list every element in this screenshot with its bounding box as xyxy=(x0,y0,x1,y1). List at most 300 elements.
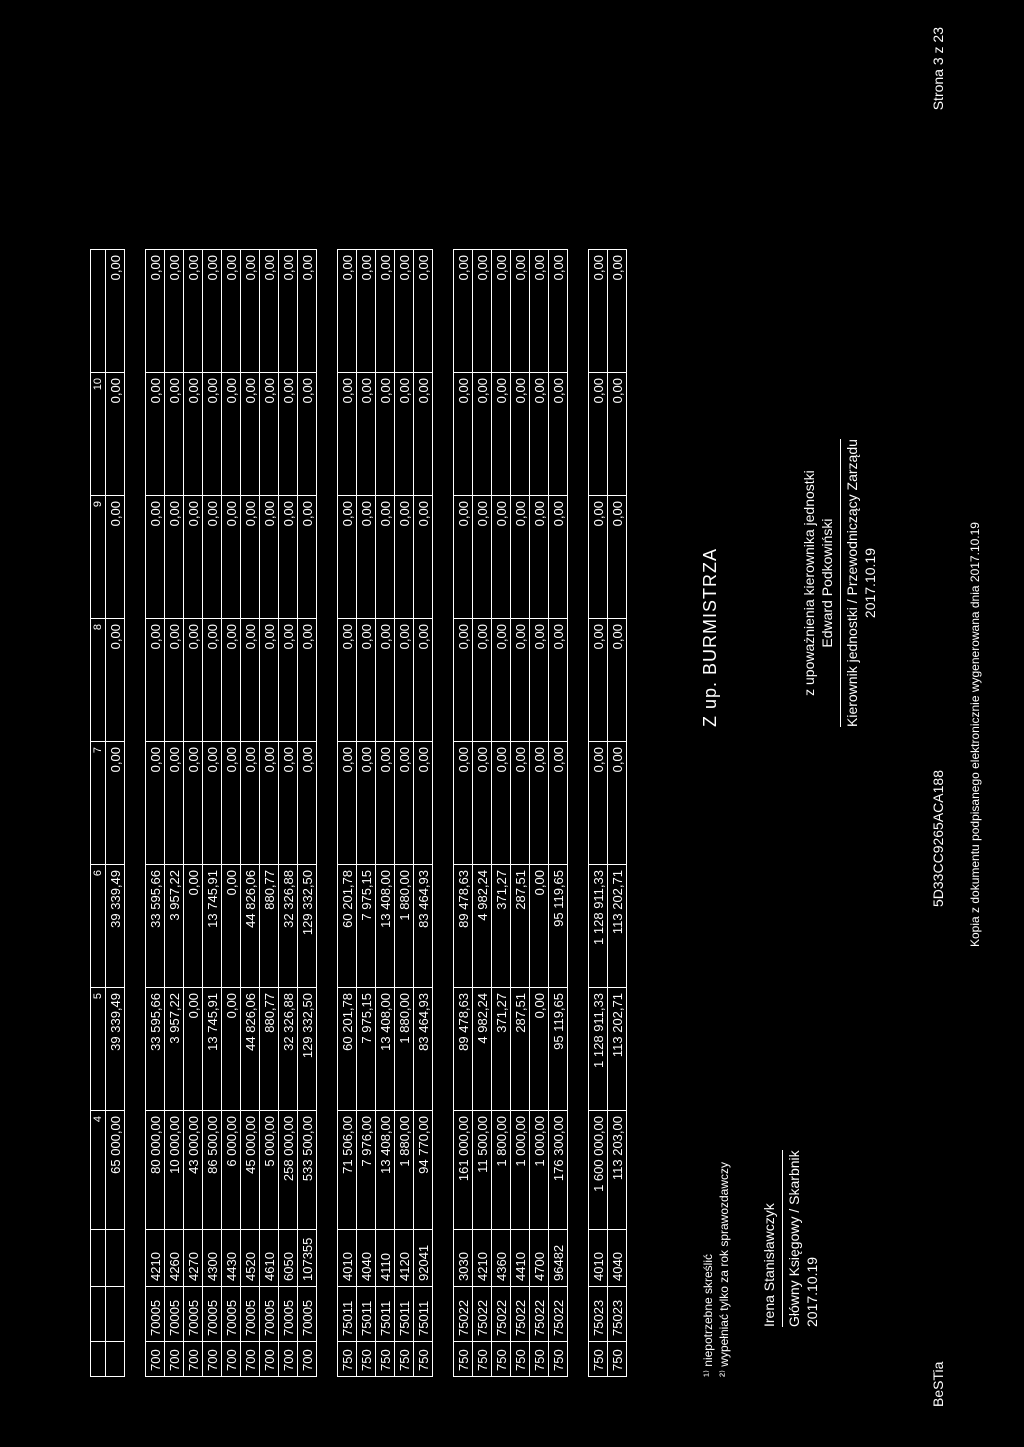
table-cell: 0,00 xyxy=(165,373,184,496)
table-cell: 0,00 xyxy=(473,619,492,742)
table-row xyxy=(338,250,357,1377)
table-cell: 39 339,49 xyxy=(106,865,125,988)
table-cell xyxy=(91,1342,106,1377)
table-cell: 5 000,00 xyxy=(260,1111,279,1230)
table-cell: 0,00 xyxy=(165,250,184,373)
table-cell: 750 xyxy=(473,1342,492,1377)
table-cell: 0,00 xyxy=(222,250,241,373)
table-cell: 3030 xyxy=(454,1230,473,1287)
table-cell: 750 xyxy=(338,1342,357,1377)
table-cell: 750 xyxy=(549,1342,568,1377)
head-date: 2017.10.19 xyxy=(862,548,878,619)
table-cell: 13 745,91 xyxy=(203,865,222,988)
table-cell: 1 128 911,33 xyxy=(589,988,608,1111)
table-row xyxy=(165,250,184,1377)
table-cell: 0,00 xyxy=(454,496,473,619)
head-role: Kierownik jednostki / Przewodniczący Zarządu xyxy=(840,439,861,727)
table-cell: 7 975,15 xyxy=(357,988,376,1111)
table-cell: 0,00 xyxy=(357,496,376,619)
footnotes xyxy=(700,1162,732,1377)
table-cell: 0,00 xyxy=(357,742,376,865)
table-row xyxy=(279,250,298,1377)
table-cell: 4 982,24 xyxy=(473,988,492,1111)
table-cell: 880,77 xyxy=(260,988,279,1111)
table-row xyxy=(549,250,568,1377)
table-cell: 9 xyxy=(91,496,106,619)
table-cell: 0,00 xyxy=(165,742,184,865)
document-hash: 5D33CC9265ACA188 xyxy=(930,770,946,907)
table-cell: 700 xyxy=(165,1342,184,1377)
table-cell: 4300 xyxy=(203,1230,222,1287)
expenditure-table xyxy=(90,249,627,1377)
table-cell: 880,77 xyxy=(260,865,279,988)
table-cell: 0,00 xyxy=(549,250,568,373)
table-cell: 700 xyxy=(184,1342,203,1377)
table-cell: 0,00 xyxy=(338,619,357,742)
table-cell: 0,00 xyxy=(589,373,608,496)
table-row xyxy=(203,250,222,1377)
table-cell: 0,00 xyxy=(589,250,608,373)
table-cell: 0,00 xyxy=(222,865,241,988)
table-cell: 0,00 xyxy=(106,250,125,373)
table-cell: 4520 xyxy=(241,1230,260,1287)
table-cell: 0,00 xyxy=(357,373,376,496)
table-cell: 0,00 xyxy=(146,619,165,742)
table-cell: 4210 xyxy=(473,1230,492,1287)
table-cell: 75023 xyxy=(608,1287,627,1342)
table-cell: 75011 xyxy=(338,1287,357,1342)
table-cell: 129 332,50 xyxy=(298,988,317,1111)
table-cell: 70005 xyxy=(203,1287,222,1342)
table-row xyxy=(298,250,317,1377)
table-cell: 0,00 xyxy=(222,496,241,619)
table-cell: 750 xyxy=(530,1342,549,1377)
table-cell: 0,00 xyxy=(357,250,376,373)
section-gap xyxy=(568,250,589,1377)
table-cell: 39 339,49 xyxy=(106,988,125,1111)
accountant-name: Irena Stanisławczyk xyxy=(761,1203,777,1327)
table-cell: 0,00 xyxy=(298,373,317,496)
table-cell: 750 xyxy=(395,1342,414,1377)
table-row xyxy=(376,250,395,1377)
table-cell: 75023 xyxy=(589,1287,608,1342)
table-cell: 7 976,00 xyxy=(357,1111,376,1230)
table-cell: 70005 xyxy=(298,1287,317,1342)
table-cell: 0,00 xyxy=(530,865,549,988)
table-cell: 5 xyxy=(91,988,106,1111)
table-cell: 0,00 xyxy=(492,250,511,373)
table-cell: 1 800,00 xyxy=(492,1111,511,1230)
mayor-stamp: Z up. BURMISTRZA xyxy=(700,547,720,727)
table-cell: 700 xyxy=(222,1342,241,1377)
table-cell: 0,00 xyxy=(473,250,492,373)
table-cell: 0,00 xyxy=(106,619,125,742)
table-cell: 70005 xyxy=(260,1287,279,1342)
table-cell: 75022 xyxy=(549,1287,568,1342)
table-row xyxy=(146,250,165,1377)
table-cell: 0,00 xyxy=(454,619,473,742)
table-row xyxy=(241,250,260,1377)
section-gap xyxy=(317,250,338,1377)
table-cell: 0,00 xyxy=(338,250,357,373)
table-cell: 0,00 xyxy=(106,742,125,865)
table-row xyxy=(106,250,125,1377)
table-cell: 86 500,00 xyxy=(203,1111,222,1230)
table-cell: 1 000,00 xyxy=(530,1111,549,1230)
table-cell: 95 119,65 xyxy=(549,988,568,1111)
table-cell: 89 478,63 xyxy=(454,865,473,988)
footnote-1: ¹⁾ niepotrzebne skreślić xyxy=(701,1254,715,1377)
table-cell: 33 595,66 xyxy=(146,988,165,1111)
table-cell: 0,00 xyxy=(203,250,222,373)
table-cell: 0,00 xyxy=(492,496,511,619)
table-cell: 750 xyxy=(357,1342,376,1377)
table-cell: 0,00 xyxy=(608,742,627,865)
table-cell: 0,00 xyxy=(222,619,241,742)
table-cell: 13 408,00 xyxy=(376,1111,395,1230)
table-cell: 4260 xyxy=(165,1230,184,1287)
table-row xyxy=(395,250,414,1377)
signature-head xyxy=(740,439,879,727)
table-cell xyxy=(91,1287,106,1342)
table-cell: 0,00 xyxy=(184,988,203,1111)
table-cell: 0,00 xyxy=(146,373,165,496)
table-cell: 0,00 xyxy=(395,742,414,865)
table-cell: 0,00 xyxy=(589,496,608,619)
table-cell: 3 957,22 xyxy=(165,988,184,1111)
table-row xyxy=(357,250,376,1377)
table-cell: 75022 xyxy=(530,1287,549,1342)
table-cell: 70005 xyxy=(165,1287,184,1342)
table-cell: 44 826,06 xyxy=(241,865,260,988)
table-cell: 0,00 xyxy=(298,496,317,619)
table-row xyxy=(608,250,627,1377)
table-row xyxy=(184,250,203,1377)
column-number-row xyxy=(91,250,106,1377)
table-cell: 113 202,71 xyxy=(608,988,627,1111)
table-cell: 0,00 xyxy=(146,496,165,619)
table-cell: 750 xyxy=(454,1342,473,1377)
table-cell: 0,00 xyxy=(279,742,298,865)
table-cell: 0,00 xyxy=(222,373,241,496)
table-cell: 0,00 xyxy=(241,742,260,865)
table-cell: 0,00 xyxy=(473,373,492,496)
table-cell: 0,00 xyxy=(279,496,298,619)
table-cell: 0,00 xyxy=(184,496,203,619)
table-cell: 0,00 xyxy=(260,619,279,742)
table-cell: 4360 xyxy=(492,1230,511,1287)
table-cell: 4040 xyxy=(357,1230,376,1287)
table-cell: 13 408,00 xyxy=(376,865,395,988)
section-gap xyxy=(125,250,146,1377)
table-cell: 0,00 xyxy=(184,742,203,865)
table-cell: 0,00 xyxy=(106,496,125,619)
table-cell: 4120 xyxy=(395,1230,414,1287)
table-cell: 0,00 xyxy=(376,250,395,373)
table-cell: 4 xyxy=(91,1111,106,1230)
table-cell: 0,00 xyxy=(184,250,203,373)
table-cell: 0,00 xyxy=(376,496,395,619)
table-cell: 0,00 xyxy=(146,742,165,865)
table-cell: 700 xyxy=(146,1342,165,1377)
table-cell: 4 982,24 xyxy=(473,865,492,988)
table-cell: 129 332,50 xyxy=(298,865,317,988)
table-cell: 0,00 xyxy=(260,373,279,496)
table-cell: 0,00 xyxy=(260,496,279,619)
table-cell: 0,00 xyxy=(279,619,298,742)
table-cell: 700 xyxy=(241,1342,260,1377)
table-cell: 0,00 xyxy=(241,619,260,742)
table-row xyxy=(222,250,241,1377)
table-cell: 95 119,65 xyxy=(549,865,568,988)
table-cell: 1 600 000,00 xyxy=(589,1111,608,1230)
table-cell: 0,00 xyxy=(414,250,433,373)
table-cell: 4700 xyxy=(530,1230,549,1287)
table-cell: 75011 xyxy=(376,1287,395,1342)
table-cell: 70005 xyxy=(184,1287,203,1342)
table-cell: 113 202,71 xyxy=(608,865,627,988)
table-cell: 96482 xyxy=(549,1230,568,1287)
table-cell: 0,00 xyxy=(260,250,279,373)
table-cell: 0,00 xyxy=(530,988,549,1111)
table-row xyxy=(260,250,279,1377)
table-cell: 94 770,00 xyxy=(414,1111,433,1230)
table-cell: 0,00 xyxy=(414,496,433,619)
table-cell: 750 xyxy=(589,1342,608,1377)
table-row xyxy=(589,250,608,1377)
table-cell: 70005 xyxy=(241,1287,260,1342)
table-cell: 0,00 xyxy=(608,250,627,373)
table-cell: 32 326,88 xyxy=(279,988,298,1111)
table-cell: 60 201,78 xyxy=(338,865,357,988)
table-cell: 4010 xyxy=(589,1230,608,1287)
table-cell: 60 201,78 xyxy=(338,988,357,1111)
table-cell: 0,00 xyxy=(395,619,414,742)
accountant-date: 2017.10.19 xyxy=(804,1256,820,1327)
table-cell: 0,00 xyxy=(454,373,473,496)
table-cell: 33 595,66 xyxy=(146,865,165,988)
table-cell: 0,00 xyxy=(222,742,241,865)
table-row xyxy=(511,250,530,1377)
table-cell: 89 478,63 xyxy=(454,988,473,1111)
table-cell: 83 464,93 xyxy=(414,988,433,1111)
table-cell: 45 000,00 xyxy=(241,1111,260,1230)
table-cell: 0,00 xyxy=(279,373,298,496)
table-cell: 80 000,00 xyxy=(146,1111,165,1230)
table-cell: 0,00 xyxy=(203,619,222,742)
table-cell: 0,00 xyxy=(279,250,298,373)
table-cell: 0,00 xyxy=(203,742,222,865)
table-cell: 176 300,00 xyxy=(549,1111,568,1230)
table-cell: 0,00 xyxy=(338,742,357,865)
table-cell: 0,00 xyxy=(298,742,317,865)
table-cell: 1 000,00 xyxy=(511,1111,530,1230)
page-number: Strona 3 z 23 xyxy=(930,27,946,111)
table-cell xyxy=(106,1287,125,1342)
table-cell: 0,00 xyxy=(549,619,568,742)
table-cell: 4430 xyxy=(222,1230,241,1287)
table-cell: 6 xyxy=(91,865,106,988)
table-cell: 0,00 xyxy=(222,988,241,1111)
table-cell: 371,27 xyxy=(492,865,511,988)
table-cell: 6 000,00 xyxy=(222,1111,241,1230)
table-cell: 161 000,00 xyxy=(454,1111,473,1230)
table-cell: 287,51 xyxy=(511,865,530,988)
table-cell: 287,51 xyxy=(511,988,530,1111)
table-cell: 0,00 xyxy=(473,742,492,865)
table-cell: 0,00 xyxy=(530,373,549,496)
table-cell: 0,00 xyxy=(589,742,608,865)
table-cell: 107355 xyxy=(298,1230,317,1287)
table-cell: 750 xyxy=(376,1342,395,1377)
table-cell: 0,00 xyxy=(492,742,511,865)
table-cell: 0,00 xyxy=(184,619,203,742)
table-cell: 1 880,00 xyxy=(395,1111,414,1230)
table-cell: 113 203,00 xyxy=(608,1111,627,1230)
table-cell: 0,00 xyxy=(511,496,530,619)
table-cell: 0,00 xyxy=(106,373,125,496)
table-cell: 43 000,00 xyxy=(184,1111,203,1230)
table-cell: 4410 xyxy=(511,1230,530,1287)
head-name: Edward Podkowiński xyxy=(819,518,835,648)
table-cell: 0,00 xyxy=(165,619,184,742)
table-cell: 750 xyxy=(511,1342,530,1377)
table-cell: 0,00 xyxy=(203,373,222,496)
table-cell: 0,00 xyxy=(414,742,433,865)
table-cell: 0,00 xyxy=(260,742,279,865)
table-cell: 3 957,22 xyxy=(165,865,184,988)
table-cell: 0,00 xyxy=(549,496,568,619)
table-cell: 0,00 xyxy=(511,250,530,373)
table-cell: 0,00 xyxy=(549,373,568,496)
table-cell: 0,00 xyxy=(511,742,530,865)
table-cell: 75022 xyxy=(473,1287,492,1342)
table-cell: 75011 xyxy=(414,1287,433,1342)
table-cell: 371,27 xyxy=(492,988,511,1111)
table-cell: 0,00 xyxy=(376,373,395,496)
table-cell: 1 128 911,33 xyxy=(589,865,608,988)
table-cell: 0,00 xyxy=(511,619,530,742)
table-cell: 0,00 xyxy=(338,496,357,619)
table-cell: 0,00 xyxy=(492,373,511,496)
table-cell: 0,00 xyxy=(395,496,414,619)
table-cell: 75011 xyxy=(395,1287,414,1342)
table-cell: 0,00 xyxy=(395,373,414,496)
table-cell: 700 xyxy=(260,1342,279,1377)
table-row xyxy=(414,250,433,1377)
table-cell: 0,00 xyxy=(203,496,222,619)
table-cell: 750 xyxy=(414,1342,433,1377)
copy-notice: Kopia z dokumentu podpisanego elektronicznie wygenerowana dnia 2017.10.19 xyxy=(968,522,982,947)
table-cell: 75022 xyxy=(492,1287,511,1342)
table-cell: 4010 xyxy=(338,1230,357,1287)
table-cell: 1 880,00 xyxy=(395,865,414,988)
table-cell: 700 xyxy=(203,1342,222,1377)
table-cell: 13 745,91 xyxy=(203,988,222,1111)
table-cell: 750 xyxy=(608,1342,627,1377)
table-cell: 0,00 xyxy=(184,865,203,988)
table-cell: 0,00 xyxy=(454,742,473,865)
accountant-role: Główny Księgowy / Skarbnik xyxy=(782,1150,803,1327)
table-cell xyxy=(91,1230,106,1287)
table-cell: 0,00 xyxy=(241,373,260,496)
table-cell: 0,00 xyxy=(298,619,317,742)
table-cell: 0,00 xyxy=(530,619,549,742)
table-cell: 0,00 xyxy=(338,373,357,496)
table-cell: 13 408,00 xyxy=(376,988,395,1111)
table-cell: 0,00 xyxy=(608,619,627,742)
table-cell: 0,00 xyxy=(241,250,260,373)
table-cell: 75022 xyxy=(454,1287,473,1342)
table-row xyxy=(473,250,492,1377)
table-cell: 0,00 xyxy=(298,250,317,373)
head-authorization: z upoważnienia kierownika jednostki xyxy=(801,470,817,696)
table-cell: 6050 xyxy=(279,1230,298,1287)
table-cell: 700 xyxy=(298,1342,317,1377)
table-cell: 0,00 xyxy=(530,496,549,619)
table-cell: 4210 xyxy=(146,1230,165,1287)
table-cell: 0,00 xyxy=(454,250,473,373)
table-cell: 0,00 xyxy=(376,742,395,865)
table-cell: 0,00 xyxy=(184,373,203,496)
table-cell: 0,00 xyxy=(511,373,530,496)
table-cell: 0,00 xyxy=(473,496,492,619)
table-cell: 0,00 xyxy=(414,373,433,496)
signature-accountant xyxy=(760,1150,821,1327)
software-name: BeSTia xyxy=(930,1361,946,1407)
table-cell: 32 326,88 xyxy=(279,865,298,988)
table-cell: 4110 xyxy=(376,1230,395,1287)
table-cell: 4040 xyxy=(608,1230,627,1287)
table-row xyxy=(530,250,549,1377)
table-cell: 258 000,00 xyxy=(279,1111,298,1230)
table-cell: 0,00 xyxy=(589,619,608,742)
table-cell xyxy=(106,1230,125,1287)
table-cell: 11 500,00 xyxy=(473,1111,492,1230)
table-cell: 0,00 xyxy=(414,619,433,742)
table-cell: 0,00 xyxy=(146,250,165,373)
table-cell: 750 xyxy=(492,1342,511,1377)
table-cell: 83 464,93 xyxy=(414,865,433,988)
table-row xyxy=(454,250,473,1377)
table-cell: 92041 xyxy=(414,1230,433,1287)
table-cell: 7 xyxy=(91,742,106,865)
table-cell: 0,00 xyxy=(395,250,414,373)
table-cell: 65 000,00 xyxy=(106,1111,125,1230)
table-cell xyxy=(91,250,106,373)
table-cell: 0,00 xyxy=(165,496,184,619)
table-cell: 70005 xyxy=(146,1287,165,1342)
table-cell: 0,00 xyxy=(608,496,627,619)
table-cell: 0,00 xyxy=(530,742,549,865)
table-cell: 0,00 xyxy=(549,742,568,865)
table-cell: 0,00 xyxy=(376,619,395,742)
table-cell: 0,00 xyxy=(608,373,627,496)
table-cell: 1 880,00 xyxy=(395,988,414,1111)
footnote-2: ²⁾ wypełniać tylko za rok sprawozdawczy xyxy=(717,1161,731,1377)
table-cell: 0,00 xyxy=(241,496,260,619)
table-cell: 75011 xyxy=(357,1287,376,1342)
table-cell: 70005 xyxy=(222,1287,241,1342)
table-cell: 7 975,15 xyxy=(357,865,376,988)
table-cell: 0,00 xyxy=(530,250,549,373)
table-cell: 71 506,00 xyxy=(338,1111,357,1230)
table-cell: 4610 xyxy=(260,1230,279,1287)
table-cell: 700 xyxy=(279,1342,298,1377)
table-cell xyxy=(106,1342,125,1377)
table-row xyxy=(492,250,511,1377)
table-cell: 75022 xyxy=(511,1287,530,1342)
